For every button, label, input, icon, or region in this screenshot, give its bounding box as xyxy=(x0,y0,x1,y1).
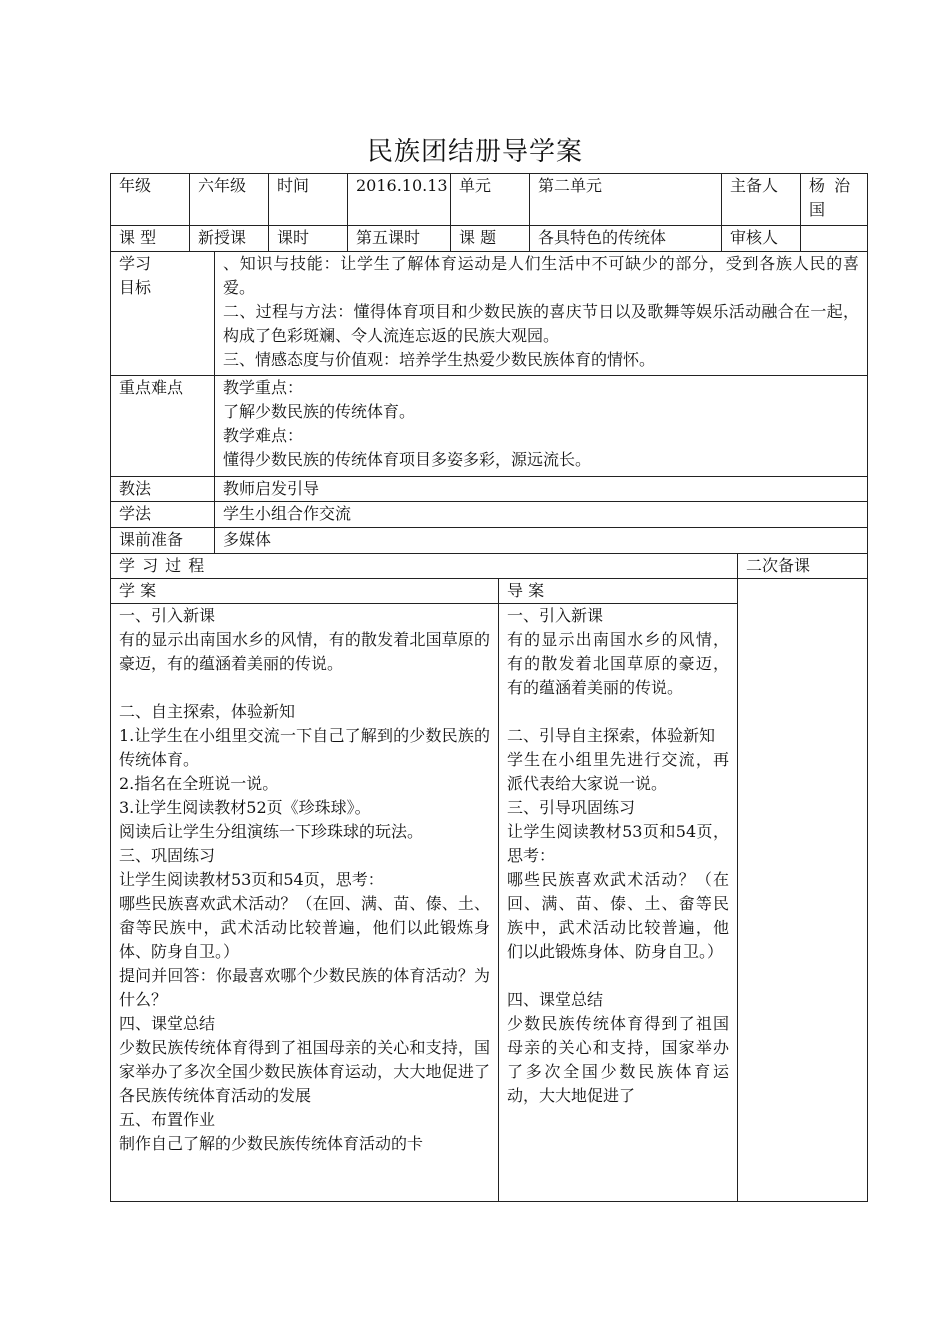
process-label: 学 习 过 程 xyxy=(111,554,738,579)
teaching-method-value: 教师启发引导 xyxy=(215,477,868,502)
guide-plan-content: 一、引入新课 有的显示出南国水乡的风情，有的散发着北国草原的豪迈，有的蕴涵着美丽的传说。 二、引导自主探索，体验新知 学生在小组里先进行交流，再派代表给大家说一说。 三、引导巩固练习 让学生阅读教材53页和54页，思考： 哪些民族喜欢武术活动？（在回、满、苗、傣、土、畲等民族中，武术活动比较普遍，他们以此锻炼身体、防身自卫。） 四、课堂总结 少数民族传统体育得到了祖国母亲的关心和支持，国家举办了多次全国少数民族体育运动，大大地促进了 xyxy=(499,604,738,1202)
learning-method-value: 学生小组合作交流 xyxy=(215,502,868,528)
lesson-type-value: 新授课 xyxy=(190,226,269,252)
difficulty-text: 懂得少数民族的传统体育项目多姿多彩，源远流长。 xyxy=(223,450,592,469)
grade-value: 六年级 xyxy=(190,174,269,226)
second-prep-content xyxy=(738,579,868,1202)
topic-label: 课 题 xyxy=(451,226,530,252)
key-points-label: 重点难点 xyxy=(111,376,215,477)
page-title: 民族团结册导学案 xyxy=(366,137,583,167)
unit-label: 单元 xyxy=(451,174,530,226)
learning-method-label: 学法 xyxy=(111,502,215,528)
difficulty-heading: 教学难点： xyxy=(223,426,304,445)
unit-value: 第二单元 xyxy=(530,174,722,226)
lesson-plan-table xyxy=(110,251,868,554)
teaching-method-label: 教法 xyxy=(111,477,215,502)
lead-preparer-label: 主备人 xyxy=(722,174,801,226)
objectives-content xyxy=(215,252,868,376)
guide-plan-label: 导 案 xyxy=(499,579,738,604)
lead-preparer-value: 杨 治 国 xyxy=(801,174,868,226)
time-value: 2016.10.13 xyxy=(348,174,451,226)
student-plan-content: 一、引入新课 有的显示出南国水乡的风情，有的散发着北国草原的豪迈，有的蕴涵着美丽的传说。 二、自主探索，体验新知 1.让学生在小组里交流一下自己了解到的少数民族的传统体育。 2.指名在全班说一说。 3.让学生阅读教材52页《珍珠球》。 阅读后让学生分组演练一下珍珠球的玩法。 三、巩固练习 让学生阅读教材53页和54页，思考： 哪些民族喜欢武术活动？（在回、满、苗、傣、土、畲等民族中，武术活动比较普遍，他们以此锻炼身体、防身自卫。） 提问并回答：你最喜欢哪个少数民族的体育活动？为什么？ 四、课堂总结 少数民族传统体育得到了祖国母亲的关心和支持，国家举办了多次全国少数民族体育运动，大大地促进了各民族传统体育活动的发展 五、布置作业 制作自己了解的少数民族传统体育活动的卡 xyxy=(111,604,499,1202)
key-point-text: 了解少数民族的传统体育。 xyxy=(223,402,416,421)
grade-label: 年级 xyxy=(111,174,190,226)
topic-value: 各具特色的传统体 xyxy=(530,226,722,252)
key-point-heading: 教学重点： xyxy=(223,378,304,397)
key-points-content xyxy=(215,376,868,477)
student-plan-label: 学 案 xyxy=(111,579,499,604)
reviewer-value xyxy=(801,226,868,252)
lesson-info-table xyxy=(110,173,868,252)
lesson-type-label: 课 型 xyxy=(111,226,190,252)
objective-process: 二、过程与方法：懂得体育项目和少数民族的喜庆节日以及歌舞等娱乐活动融合在一起，构成了色彩斑斓、令人流连忘返的民族大观园。 xyxy=(223,302,859,345)
preparation-label: 课前准备 xyxy=(111,528,215,554)
objectives-label: 学习 目标 xyxy=(111,252,215,376)
period-value: 第五课时 xyxy=(348,226,451,252)
objective-attitude: 三、情感态度与价值观：培养学生热爱少数民族体育的情怀。 xyxy=(223,350,656,369)
reviewer-label: 审核人 xyxy=(722,226,801,252)
learning-process-table xyxy=(110,553,868,1202)
objective-knowledge: 、知识与技能：让学生了解体育运动是人们生活中不可缺少的部分，受到各族人民的喜爱。 xyxy=(223,254,859,297)
second-prep-label: 二次备课 xyxy=(738,554,868,579)
period-label: 课时 xyxy=(269,226,348,252)
time-label: 时间 xyxy=(269,174,348,226)
preparation-value: 多媒体 xyxy=(215,528,868,554)
